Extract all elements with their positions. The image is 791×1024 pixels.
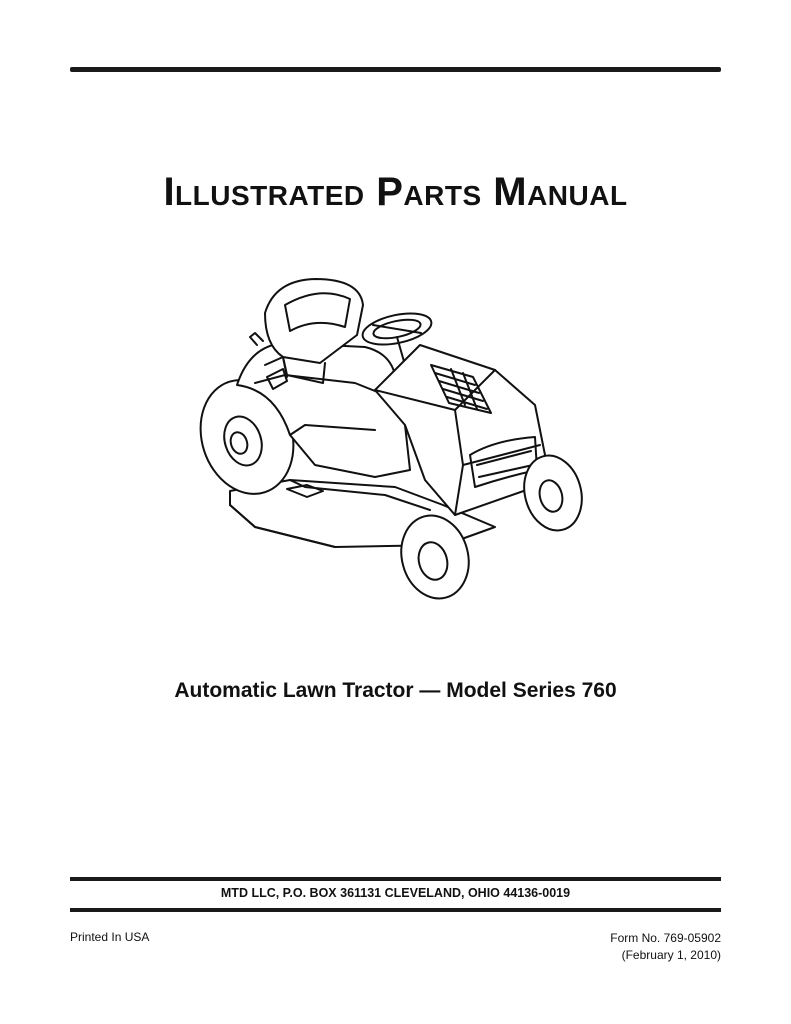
footer-divider-bottom bbox=[70, 908, 721, 912]
top-divider bbox=[70, 67, 721, 72]
lawn-tractor-illustration bbox=[195, 265, 595, 610]
product-subtitle: Automatic Lawn Tractor — Model Series 760 bbox=[174, 679, 617, 702]
company-address: MTD LLC, P.O. BOX 361131 CLEVELAND, OHIO 44136-0019 bbox=[220, 886, 571, 900]
form-info bbox=[610, 930, 721, 964]
printed-in-label: Printed In USA bbox=[70, 930, 150, 944]
form-date: (February 1, 2010) bbox=[621, 948, 721, 962]
page-title: Illustrated Parts Manual bbox=[163, 170, 628, 214]
form-number: Form No. 769-05902 bbox=[610, 931, 721, 945]
footer-divider-top bbox=[70, 877, 721, 881]
